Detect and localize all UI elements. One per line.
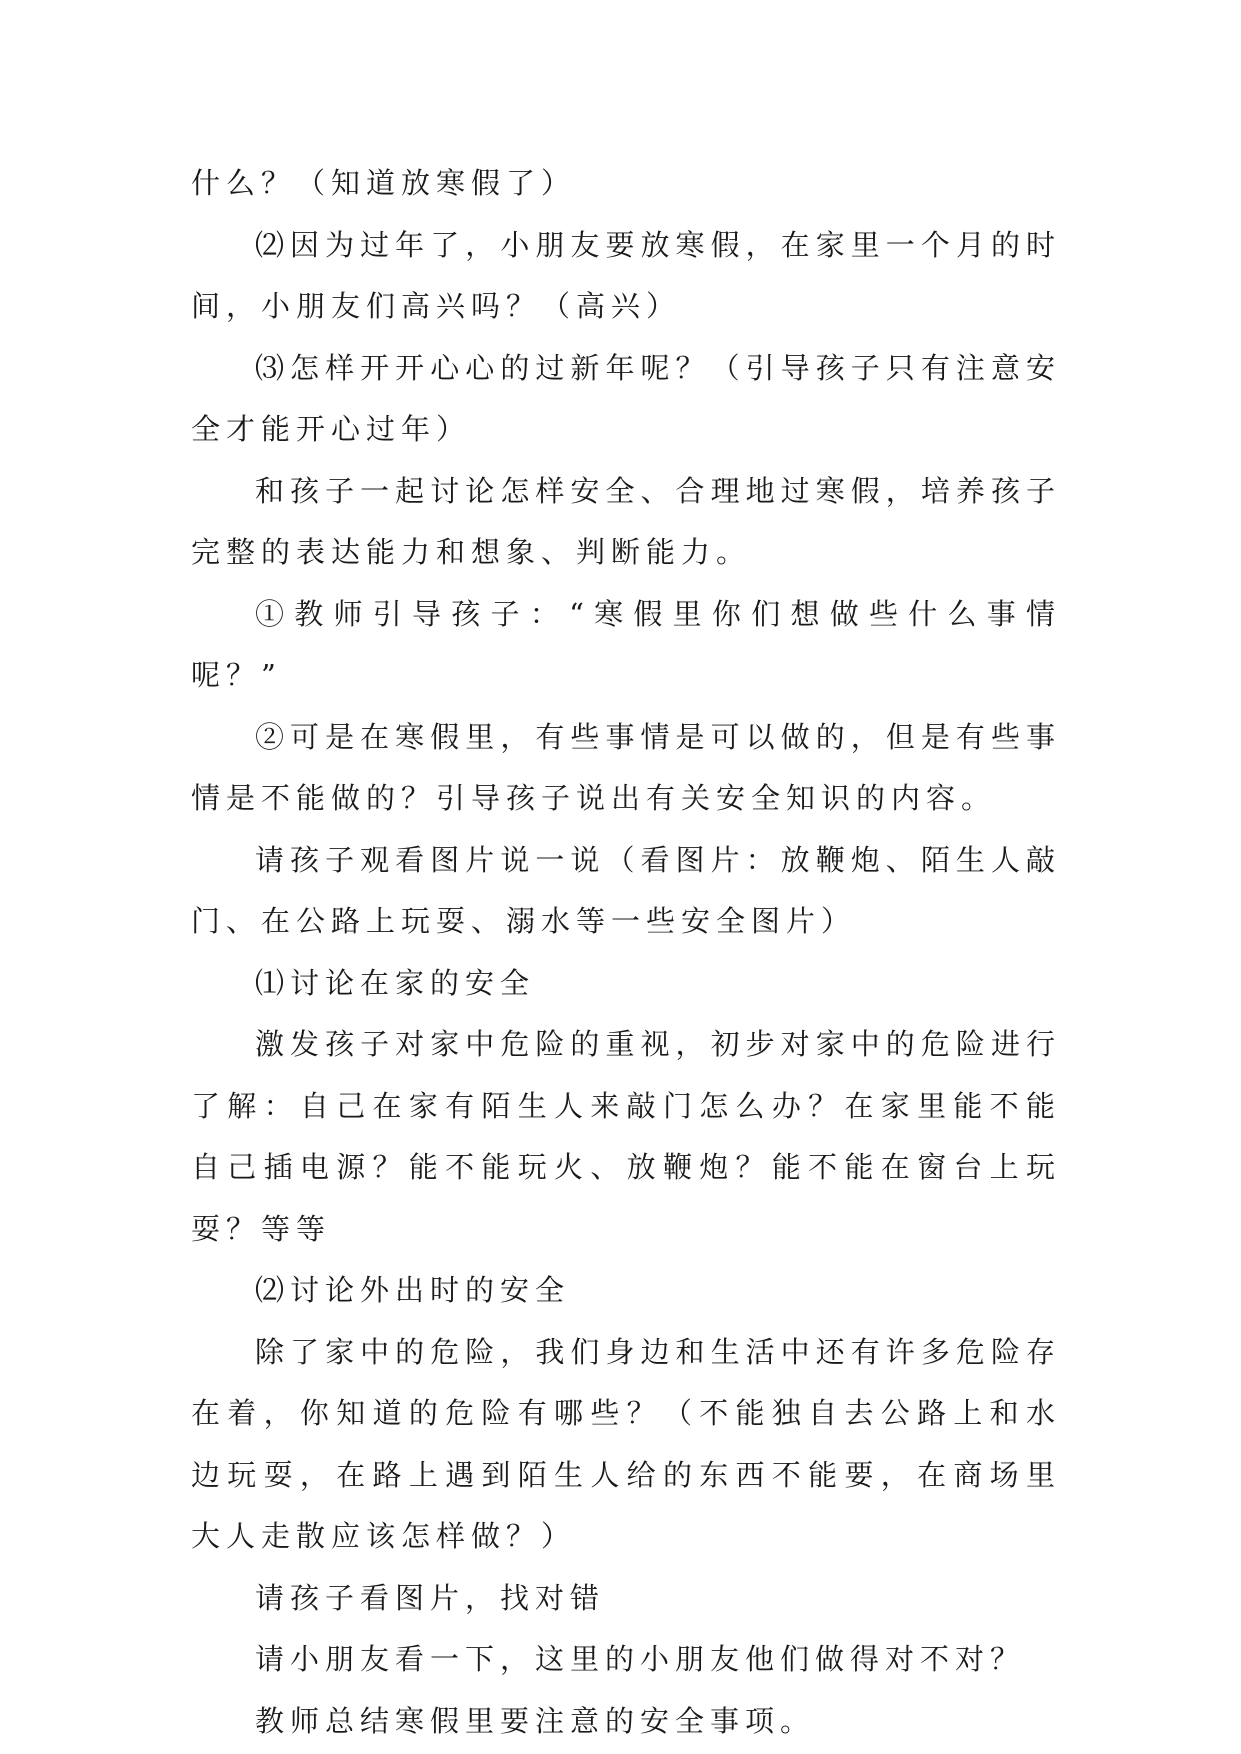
paragraph-5: ①教师引导孩子：“寒假里你们想做些什么事情呢？”	[191, 596, 1061, 692]
paragraph-11: 除了家中的危险，我们身边和生活中还有许多危险存在着，你知道的危险有哪些？（不能独自去公路上和水边玩耍，在路上遇到陌生人给的东西不能要，在商场里大人走散应该怎样做？）	[191, 1334, 1061, 1553]
paragraph-8: ⑴讨论在家的安全	[255, 965, 536, 1000]
paragraph-10: ⑵讨论外出时的安全	[255, 1273, 571, 1307]
paragraph-7: 请孩子观看图片说一说（看图片：放鞭炮、陌生人敲门、在公路上玩耍、溺水等一些安全图片）	[191, 842, 1061, 938]
document-body	[191, 153, 1061, 1752]
paragraph-13: 请小朋友看一下，这里的小朋友他们做得对不对？	[255, 1642, 1026, 1676]
paragraph-6: ②可是在寒假里，有些事情是可以做的，但是有些事情是不能做的？引导孩子说出有关安全知识的内容。	[191, 719, 1061, 815]
paragraph-9: 激发孩子对家中危险的重视，初步对家中的危险进行了解：自己在家有陌生人来敲门怎么办？在家里能不能自己插电源？能不能玩火、放鞭炮？能不能在窗台上玩耍？等等	[191, 1027, 1061, 1246]
paragraph-2: ⑵因为过年了，小朋友要放寒假，在家里一个月的时间，小朋友们高兴吗？（高兴）	[191, 227, 1061, 323]
paragraph-4: 和孩子一起讨论怎样安全、合理地过寒假，培养孩子完整的表达能力和想象、判断能力。	[191, 473, 1061, 569]
paragraph-3: ⑶怎样开开心心的过新年呢？（引导孩子只有注意安全才能开心过年）	[191, 350, 1061, 446]
paragraph-1: 什么？（知道放寒假了）	[191, 166, 577, 200]
paragraph-14: 教师总结寒假里要注意的安全事项。	[255, 1703, 816, 1738]
paragraph-12: 请孩子看图片，找对错	[255, 1580, 606, 1615]
